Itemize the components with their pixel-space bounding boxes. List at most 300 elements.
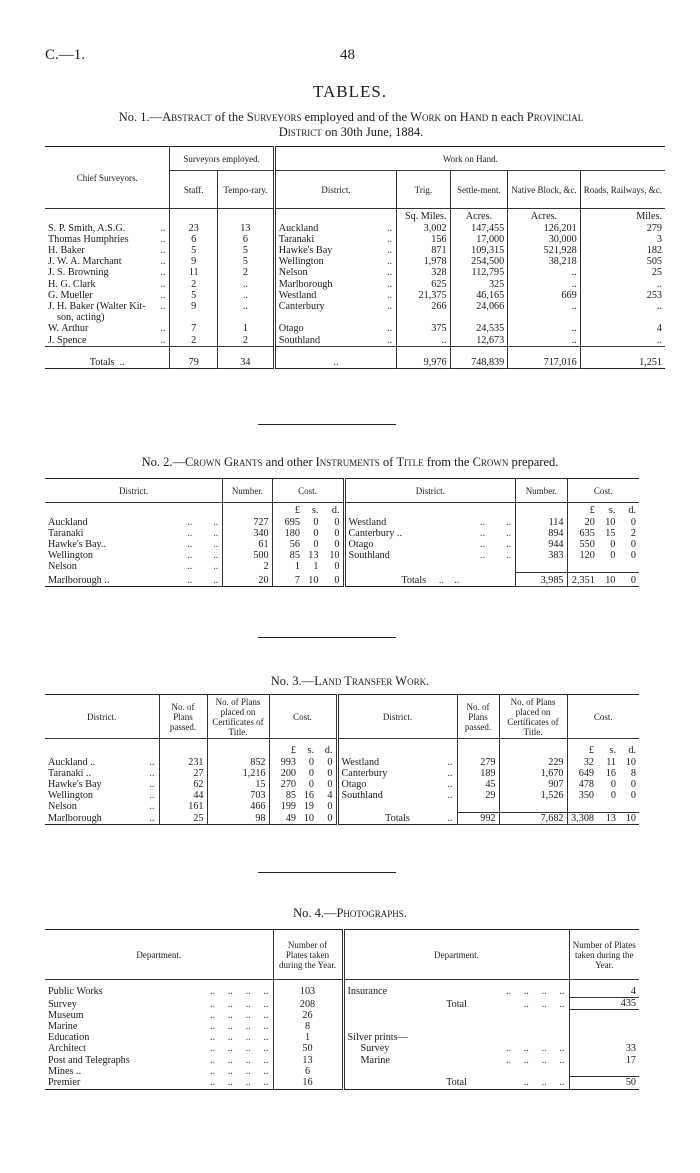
district-name: Canterbury .. [274, 301, 396, 312]
district-name: Taranaki .. .. [48, 527, 219, 539]
native-block-value: 521,928 [508, 245, 580, 256]
table-row [45, 1043, 639, 1054]
trig-value: 3,002 [397, 223, 450, 234]
cost-pounds: 695 [272, 517, 303, 528]
plans-placed: 98 [207, 813, 269, 825]
table2 [45, 478, 639, 587]
plates-count: 8 [273, 1021, 343, 1032]
table-row [45, 561, 639, 572]
temporary-count [217, 312, 274, 323]
district-name: Canterbury .. .. .. [344, 528, 516, 539]
temporary-count: .. [217, 290, 274, 301]
t2-col-cost: Cost. [272, 479, 344, 503]
t3-unit-pence-2: d. [628, 745, 636, 757]
cost-pence: 0 [334, 527, 340, 539]
department-name: Museum .. .. .. .. [48, 1009, 269, 1021]
cost-shillings: 10 [303, 813, 314, 825]
district-name: Westland .. [274, 290, 396, 301]
cost-shillings: 0 [313, 516, 319, 528]
table-row [45, 768, 639, 779]
table-row [45, 290, 665, 301]
district-name: Wellington .. .. [48, 550, 219, 562]
native-block-value: 669 [508, 290, 580, 301]
chief-surveyor-name: W. Arthur .. [48, 323, 166, 335]
temporary-count: .. [217, 279, 274, 290]
chief-surveyor-name: Thomas Humphries .. [48, 233, 166, 245]
t3-col-cost: Cost. [269, 695, 337, 739]
unit-settlement: Acres. [450, 209, 508, 223]
roads-value: 253 [580, 290, 665, 301]
chief-surveyor-name: S. P. Smith, A.S.G. .. [48, 222, 166, 234]
district-name: Southland .. [274, 335, 396, 347]
unit-pounds-2: £ [567, 503, 598, 517]
trig-value [397, 312, 450, 323]
section-divider [258, 637, 396, 638]
t2-col-district: District. [119, 485, 149, 496]
cost-pounds: 7 [272, 573, 303, 587]
district-name: Otago .. [337, 779, 457, 790]
plates-count: 16 [273, 1077, 343, 1089]
table-row [45, 301, 665, 312]
staff-count: 9 [170, 256, 218, 267]
total-label: Total .. .. .. [343, 998, 569, 1010]
totals-number: 3,985 [516, 573, 567, 587]
col-settlement: Settle-ment. [450, 171, 508, 209]
cost-pence: 0 [630, 778, 636, 790]
district-name: Hawke's Bay.. .. .. [48, 538, 219, 550]
roads-value [580, 312, 665, 323]
staff-count: 7 [170, 323, 218, 334]
chief-surveyor-name: J. Spence .. [48, 334, 166, 346]
totals-roads: 1,251 [580, 346, 665, 368]
totals-settlement: 748,839 [450, 346, 508, 368]
plans-placed: 229 [499, 757, 567, 768]
table-row [45, 1055, 639, 1066]
chief-surveyor-name: G. Mueller .. [48, 289, 166, 301]
unit-native: Acres. [508, 209, 580, 223]
cost-shillings: 1 [313, 561, 319, 573]
cost-pounds: 270 [269, 779, 299, 790]
totals-temp: 34 [217, 346, 274, 368]
cost-pounds: 120 [567, 550, 598, 561]
cost-pence: 0 [334, 516, 340, 528]
col-temporary: Tempo-rary. [217, 171, 274, 209]
cost-shillings: 0 [610, 550, 616, 562]
settlement-value: 24,535 [450, 323, 508, 334]
t3-col-plans-2: No. of Plans passed. [457, 695, 499, 739]
district-name: Westland .. .. [344, 517, 516, 528]
section-divider [258, 424, 396, 425]
table-row [45, 267, 665, 278]
totals-shillings: 10 [598, 573, 619, 587]
district-name: Southland .. .. [344, 550, 516, 561]
roads-value: .. [580, 279, 665, 290]
table-row [45, 528, 639, 539]
table-row [45, 550, 639, 561]
t3-col-cost-2: Cost. [567, 695, 639, 739]
plates-count: 50 [273, 1043, 343, 1054]
t4-col-department-2: Department. [343, 930, 569, 980]
table-row [45, 323, 665, 334]
unit-shillings: s. [311, 505, 319, 517]
unit-shillings-2: s. [608, 505, 616, 517]
totals-shillings: 13 [597, 813, 619, 825]
cost-shillings: 13 [308, 550, 319, 562]
native-block-value: 38,218 [508, 256, 580, 267]
department-name: Mines .. .. .. .. .. [48, 1065, 269, 1077]
roads-value: .. [580, 335, 665, 347]
cost-shillings: 0 [610, 538, 616, 550]
table-row [45, 1010, 639, 1021]
cost-pounds: 1 [272, 561, 303, 572]
table1 [45, 146, 665, 369]
col-chief-surveyors: Chief Surveyors. [45, 147, 170, 209]
col-surveyors-employed: Surveyors employed. [170, 147, 274, 171]
table-row [45, 980, 639, 998]
temporary-count: 2 [217, 267, 274, 278]
totals-label: Totals .. .. [344, 573, 516, 587]
totals-label: Totals .. [89, 356, 125, 368]
roads-value: 3 [580, 234, 665, 245]
t3-unit-pence: d. [324, 745, 333, 757]
department-name: Post and Telegraphs .. .. .. .. [48, 1054, 269, 1066]
totals-staff: 79 [170, 346, 218, 368]
settlement-value: 254,500 [450, 256, 508, 267]
page-number: 48 [340, 47, 355, 63]
district-name: Southland .. [337, 790, 457, 801]
table-row [45, 245, 665, 256]
grant-number: 340 [223, 528, 272, 539]
page-title: TABLES. [312, 82, 388, 101]
cost-shillings: 0 [308, 756, 314, 768]
plates-count: 6 [273, 1066, 343, 1077]
table-row [45, 1066, 639, 1077]
department-name: Insurance .. .. .. .. [343, 980, 569, 998]
cost-pounds: 49 [269, 813, 299, 825]
temporary-count: 5 [217, 256, 274, 267]
cost-pounds: 635 [567, 528, 598, 539]
cost-pence: 10 [625, 756, 636, 768]
native-block-value [508, 312, 580, 323]
settlement-value: 46,165 [450, 290, 508, 301]
t2-col-cost-2: Cost. [567, 479, 639, 503]
staff-count: 23 [170, 223, 218, 234]
totals-pence: 10 [619, 813, 639, 825]
cost-pence: 0 [630, 550, 636, 562]
total-label: Total .. .. .. [343, 1077, 569, 1089]
district-name: Hawke's Bay .. [274, 245, 396, 256]
unit-roads: Miles. [580, 209, 665, 223]
native-block-value: 126,201 [508, 223, 580, 234]
table-row [45, 335, 665, 347]
trig-value: 871 [397, 245, 450, 256]
t4-col-department: Department. [136, 949, 182, 960]
chief-surveyor-name: son, acting) [57, 312, 105, 324]
unit-pence: d. [331, 505, 340, 517]
district-name [274, 312, 396, 323]
department-name: Education .. .. .. .. [48, 1032, 269, 1044]
cost-pence: 0 [334, 561, 340, 573]
department-name: Survey .. .. .. .. [48, 998, 269, 1010]
cost-pounds: 478 [567, 779, 597, 790]
table-row [45, 1021, 639, 1032]
settlement-value: 12,673 [450, 335, 508, 347]
grant-number: 383 [516, 550, 567, 561]
col-district: District. [274, 171, 396, 209]
staff-count: 6 [170, 234, 218, 245]
trig-value: 156 [397, 234, 450, 245]
roads-value: 182 [580, 245, 665, 256]
cost-pence: 4 [327, 790, 333, 802]
cost-pounds: 180 [272, 528, 303, 539]
col-work-on-hand: Work on Hand. [274, 147, 665, 171]
staff-count: 9 [170, 301, 218, 312]
staff-count [170, 312, 218, 323]
plates-count: 103 [273, 980, 343, 998]
roads-value: .. [580, 301, 665, 312]
settlement-value: 109,315 [450, 245, 508, 256]
settlement-value [450, 312, 508, 323]
temporary-count: 1 [217, 323, 274, 334]
staff-count: 11 [170, 267, 218, 278]
plans-placed: 466 [207, 801, 269, 812]
district-name: Wellington .. [274, 256, 396, 267]
cost-pounds: 993 [269, 757, 299, 768]
staff-count: 5 [170, 245, 218, 256]
totals-placed: 7,682 [499, 813, 567, 825]
plans-placed: 852 [207, 757, 269, 768]
cost-pence: 0 [327, 756, 333, 768]
cost-pounds: 32 [567, 757, 597, 768]
roads-value: 279 [580, 223, 665, 234]
table-row [45, 757, 639, 768]
plans-placed: 1,216 [207, 768, 269, 779]
cost-pence: 0 [630, 516, 636, 528]
department-name: Public Works .. .. .. .. [48, 986, 269, 998]
plans-passed: 44 [159, 790, 207, 801]
settlement-value: 17,000 [450, 234, 508, 245]
district-name: Taranaki .. .. [48, 767, 155, 779]
plates-count: 17 [569, 1055, 639, 1066]
cost-shillings: 0 [313, 538, 319, 550]
district-name: Marlborough .. .. .. [48, 574, 219, 586]
plans-passed: 62 [159, 779, 207, 790]
silver-prints-label: Silver prints— [343, 1032, 569, 1043]
cost-shillings: 10 [308, 574, 319, 586]
cost-shillings: 16 [303, 790, 314, 802]
plates-count: 208 [273, 998, 343, 1010]
t3-unit-shillings: s. [307, 745, 314, 757]
cost-shillings: 16 [605, 767, 616, 779]
plans-passed: 231 [159, 757, 207, 768]
staff-count: 2 [170, 335, 218, 347]
plans-passed: 189 [457, 768, 499, 779]
table-row [45, 279, 665, 290]
grant-number: 114 [516, 517, 567, 528]
native-block-value: .. [508, 267, 580, 278]
native-block-value: .. [508, 323, 580, 334]
district-name: Auckland .. .. [48, 756, 155, 768]
plans-passed: 27 [159, 768, 207, 779]
t3-col-district: District. [87, 711, 117, 722]
cost-shillings: 0 [610, 790, 616, 802]
table-row [45, 256, 665, 267]
table-row [45, 539, 639, 550]
temporary-count: 6 [217, 234, 274, 245]
trig-value: 21,375 [397, 290, 450, 301]
settlement-value: 24,066 [450, 301, 508, 312]
chief-surveyor-name: J. W. A. Marchant .. [48, 256, 166, 268]
totals-pounds: 2,351 [567, 573, 598, 587]
cost-shillings: 19 [303, 801, 314, 813]
roads-value: 505 [580, 256, 665, 267]
grant-number: 894 [516, 528, 567, 539]
plates-count: 33 [569, 1043, 639, 1054]
t3-col-plans: No. of Plans passed. [159, 695, 207, 739]
trig-value: 1,978 [397, 256, 450, 267]
grant-number: 20 [223, 573, 272, 587]
department-name: Marine .. .. .. .. [343, 1055, 569, 1066]
cost-pence: 0 [327, 801, 333, 813]
district-name: Nelson .. [48, 801, 155, 813]
unit-pence-2: d. [628, 505, 636, 517]
unit-trig: Sq. Miles. [397, 209, 450, 223]
district-name: Nelson .. [274, 267, 396, 278]
totals-native: 717,016 [508, 346, 580, 368]
cost-pence: 0 [630, 538, 636, 550]
district-name: Taranaki .. [274, 234, 396, 245]
temporary-count: 5 [217, 245, 274, 256]
table-row [45, 573, 639, 587]
district-name: Otago .. [274, 323, 396, 334]
col-staff: Staff. [170, 171, 218, 209]
cost-pence: 0 [334, 538, 340, 550]
totals-pence: 0 [618, 573, 639, 587]
trig-value: 375 [397, 323, 450, 334]
total-count: 50 [569, 1077, 639, 1089]
t3-col-district-2: District. [337, 695, 457, 739]
col-native-block: Native Block, &c. [508, 171, 580, 209]
t4-col-number: Number of Plates taken during the Year. [273, 930, 343, 980]
table-row [45, 1077, 639, 1089]
cost-pence: 0 [334, 574, 340, 586]
table4-caption: No. 4.—Photographs. [293, 906, 407, 920]
cost-pence: 0 [630, 790, 636, 802]
cost-pounds: 200 [269, 768, 299, 779]
cost-pounds: 199 [269, 801, 299, 812]
district-name: Marlborough .. [48, 813, 155, 825]
cost-shillings: 0 [610, 778, 616, 790]
cost-pounds: 550 [567, 539, 598, 550]
table-row [45, 517, 639, 528]
district-name: Auckland .. .. [48, 516, 219, 528]
totals-plans: 992 [457, 813, 499, 825]
t3-unit-pounds: £ [269, 739, 299, 757]
plates-count: 1 [273, 1032, 343, 1043]
plans-placed: 1,670 [499, 768, 567, 779]
totals-district: .. [274, 346, 396, 368]
cost-shillings: 15 [605, 527, 616, 539]
col-roads-railways: Roads, Railways, &c. [580, 171, 665, 209]
table-row [45, 779, 639, 790]
grant-number: 61 [223, 539, 272, 550]
units-row [45, 209, 665, 223]
cost-pounds: 85 [272, 550, 303, 561]
section-divider [258, 872, 396, 873]
cost-pence: 0 [327, 778, 333, 790]
staff-count: 2 [170, 279, 218, 290]
district-name: Otago .. .. [344, 539, 516, 550]
table-row [45, 223, 665, 234]
cost-pounds: 350 [567, 790, 597, 801]
plans-passed: 161 [159, 801, 207, 812]
table-row [45, 1032, 639, 1043]
temporary-count: .. [217, 301, 274, 312]
cost-pence: 0 [327, 813, 333, 825]
t3-col-placed: No. of Plans placed on Certificates of Title. [207, 695, 269, 739]
district-name: Nelson .. .. [48, 561, 219, 573]
native-block-value: .. [508, 335, 580, 347]
t3-unit-shillings-2: s. [609, 745, 616, 757]
temporary-count: 2 [217, 335, 274, 347]
table-row [45, 790, 639, 801]
chief-surveyor-name: J. H. Baker (Walter Kit- .. [48, 300, 166, 312]
cost-pence: 0 [327, 767, 333, 779]
table1-caption: No. 1.—Abstract of the Surveyors employed and of the Work on Hand n each Provincial District on 30th June, 1884. [118, 110, 584, 139]
cost-shillings: 11 [606, 756, 616, 768]
settlement-value: 112,795 [450, 267, 508, 278]
staff-count: 5 [170, 290, 218, 301]
plans-placed: 703 [207, 790, 269, 801]
document-code: C.—1. [45, 47, 86, 63]
plans-passed: 29 [457, 790, 499, 801]
cost-pence: 10 [329, 550, 340, 562]
chief-surveyor-name: H. Baker .. [48, 244, 166, 256]
cost-pounds: 56 [272, 539, 303, 550]
t2-col-number: Number. [223, 479, 272, 503]
district-name: Auckland .. [274, 223, 396, 234]
t3-col-placed-2: No. of Plans placed on Certificates of Title. [499, 695, 567, 739]
department-name: Architect .. .. .. .. [48, 1043, 269, 1055]
table3-caption: No. 3.—Land Transfer Work. [270, 674, 430, 688]
totals-trig: 9,976 [397, 346, 450, 368]
unit-pounds: £ [272, 503, 303, 517]
chief-surveyor-name: J. S. Browning .. [48, 267, 166, 279]
grant-number: 500 [223, 550, 272, 561]
totals-label: Totals .. [337, 813, 457, 825]
trig-value: .. [397, 335, 450, 347]
plans-placed: 1,526 [499, 790, 567, 801]
department-name: Survey .. .. .. .. [343, 1043, 569, 1054]
t3-unit-pounds-2: £ [567, 739, 597, 757]
table3 [45, 694, 639, 825]
district-name: Marlborough .. [274, 279, 396, 290]
table-row [45, 998, 639, 1010]
plans-passed: 25 [159, 813, 207, 825]
trig-value: 266 [397, 301, 450, 312]
plates-count: 26 [273, 1010, 343, 1021]
table-row [45, 234, 665, 245]
roads-value: 4 [580, 323, 665, 334]
plans-passed: 279 [457, 757, 499, 768]
grant-number: 727 [223, 517, 272, 528]
cost-shillings: 0 [313, 527, 319, 539]
table-row [45, 801, 639, 812]
col-trig: Trig. [397, 171, 450, 209]
t2-col-district-2: District. [344, 479, 516, 503]
trig-value: 328 [397, 267, 450, 278]
native-block-value: .. [508, 279, 580, 290]
